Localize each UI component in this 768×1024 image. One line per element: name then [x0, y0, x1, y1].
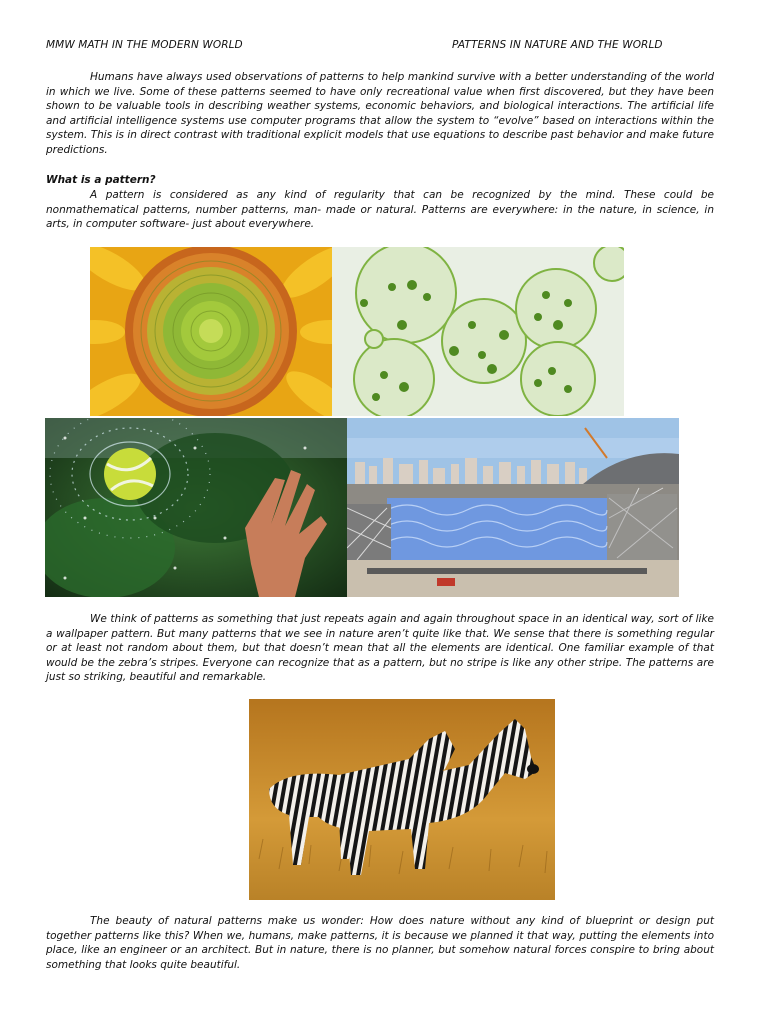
definition-text: A pattern is considered as any kind of regularity that can be recognized by the mind. These could be nonmathematical patterns, number patterns, man- made or natural. Patterns are everywhere: in the nature, in science, in arts, in computer software- just about everywhere.	[46, 189, 714, 231]
header-course-title: MMW MATH IN THE MODERN WORLD	[46, 39, 243, 51]
section-heading-what-is-pattern: What is a pattern?	[46, 174, 156, 186]
intro-paragraph	[46, 70, 714, 158]
tennis-ball-splash-image	[45, 418, 347, 597]
intro-text: Humans have always used observations of patterns to help mankind survive with a better understanding of the world in which we live. Some of these patterns seemed to have only recreational value when first discovered, but they have been shown to be valuable tools in describing weather systems, economic behaviors, and biological interactions. The artificial life and artificial intelligence systems use computer programs that allow the system to “evolve” based on interactions within the system. This is in direct contrast with traditional explicit models that use equations to describe past behavior and make future predictions.	[46, 71, 714, 156]
definition-paragraph	[46, 188, 714, 232]
closing-paragraph	[46, 914, 714, 972]
algae-colonies-image	[332, 247, 624, 416]
sunflower-image	[90, 247, 332, 416]
water-cube-architecture-image	[347, 418, 679, 597]
zebra-intro-text: We think of patterns as something that just repeats again and again throughout space in an identical way, sort of like a wallpaper pattern. But many patterns that we see in nature aren’t quite like that. We sense that there is something regular or at least not random about them, but that doesn’t mean that all the elements are identical. One familiar example of that would be the zebra’s stripes. Everyone can recognize that as a pattern, but no stripe is like any other stripe. The patterns are just so striking, beautiful and remarkable.	[46, 613, 714, 684]
closing-text: The beauty of natural patterns make us wonder: How does nature without any kind of blueprint or design put together patterns like this? When we, humans, make patterns, it is because we planned it that way, putting the elements into place, like an engineer or an architect. But in nature, there is no planner, but somehow natural forces conspire to bring about something that looks quite beautiful.	[46, 915, 714, 971]
zebras-image	[249, 699, 555, 900]
header-topic-title: PATTERNS IN NATURE AND THE WORLD	[452, 39, 663, 51]
zebra-intro-paragraph	[46, 612, 714, 685]
